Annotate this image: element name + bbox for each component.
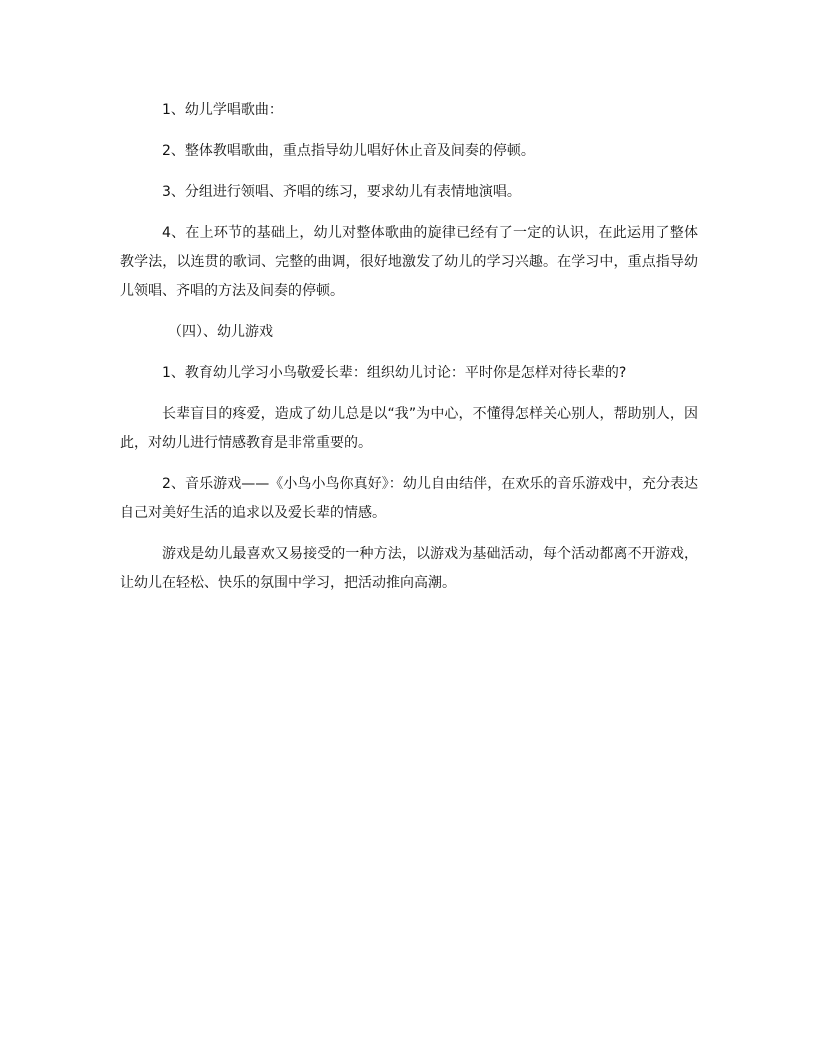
document-body	[120, 96, 698, 598]
paragraph-whole-singing: 2、整体教唱歌曲，重点指导幼儿唱好休止音及间奏的停顿。	[162, 143, 535, 159]
paragraph-teaching-method: 4、在上环节的基础上，幼儿对整体歌曲的旋律已经有了一定的认识，在此运用了整体教学法，以连贯的歌词、完整的曲调，很好地激发了幼儿的学习兴趣。在学习中，重点指导幼儿领唱、齐唱的方法及间奏的停顿。	[120, 225, 698, 299]
paragraph-respect-elders: 1、教育幼儿学习小鸟敬爱长辈：组织幼儿讨论：平时你是怎样对待长辈的?	[162, 365, 627, 381]
paragraph-group-practice: 3、分组进行领唱、齐唱的练习，要求幼儿有表情地演唱。	[162, 184, 521, 200]
paragraph-emotional-education: 长辈盲目的疼爱，造成了幼儿总是以“我”为中心，不懂得怎样关心别人，帮助别人，因此，对幼儿进行情感教育是非常重要的。	[120, 406, 698, 451]
section-heading-games: （四）、幼儿游戏	[168, 324, 273, 340]
paragraph-music-game: 2、音乐游戏——《小鸟小鸟你真好》：幼儿自由结伴，在欢乐的音乐游戏中，充分表达自己对美好生活的追求以及爱长辈的情感。	[120, 476, 698, 521]
paragraph-game-summary: 游戏是幼儿最喜欢又易接受的一种方法，以游戏为基础活动，每个活动都离不开游戏，让幼儿在轻松、快乐的氛围中学习，把活动推向高潮。	[120, 546, 698, 591]
paragraph-learn-song: 1、幼儿学唱歌曲：	[162, 102, 283, 118]
